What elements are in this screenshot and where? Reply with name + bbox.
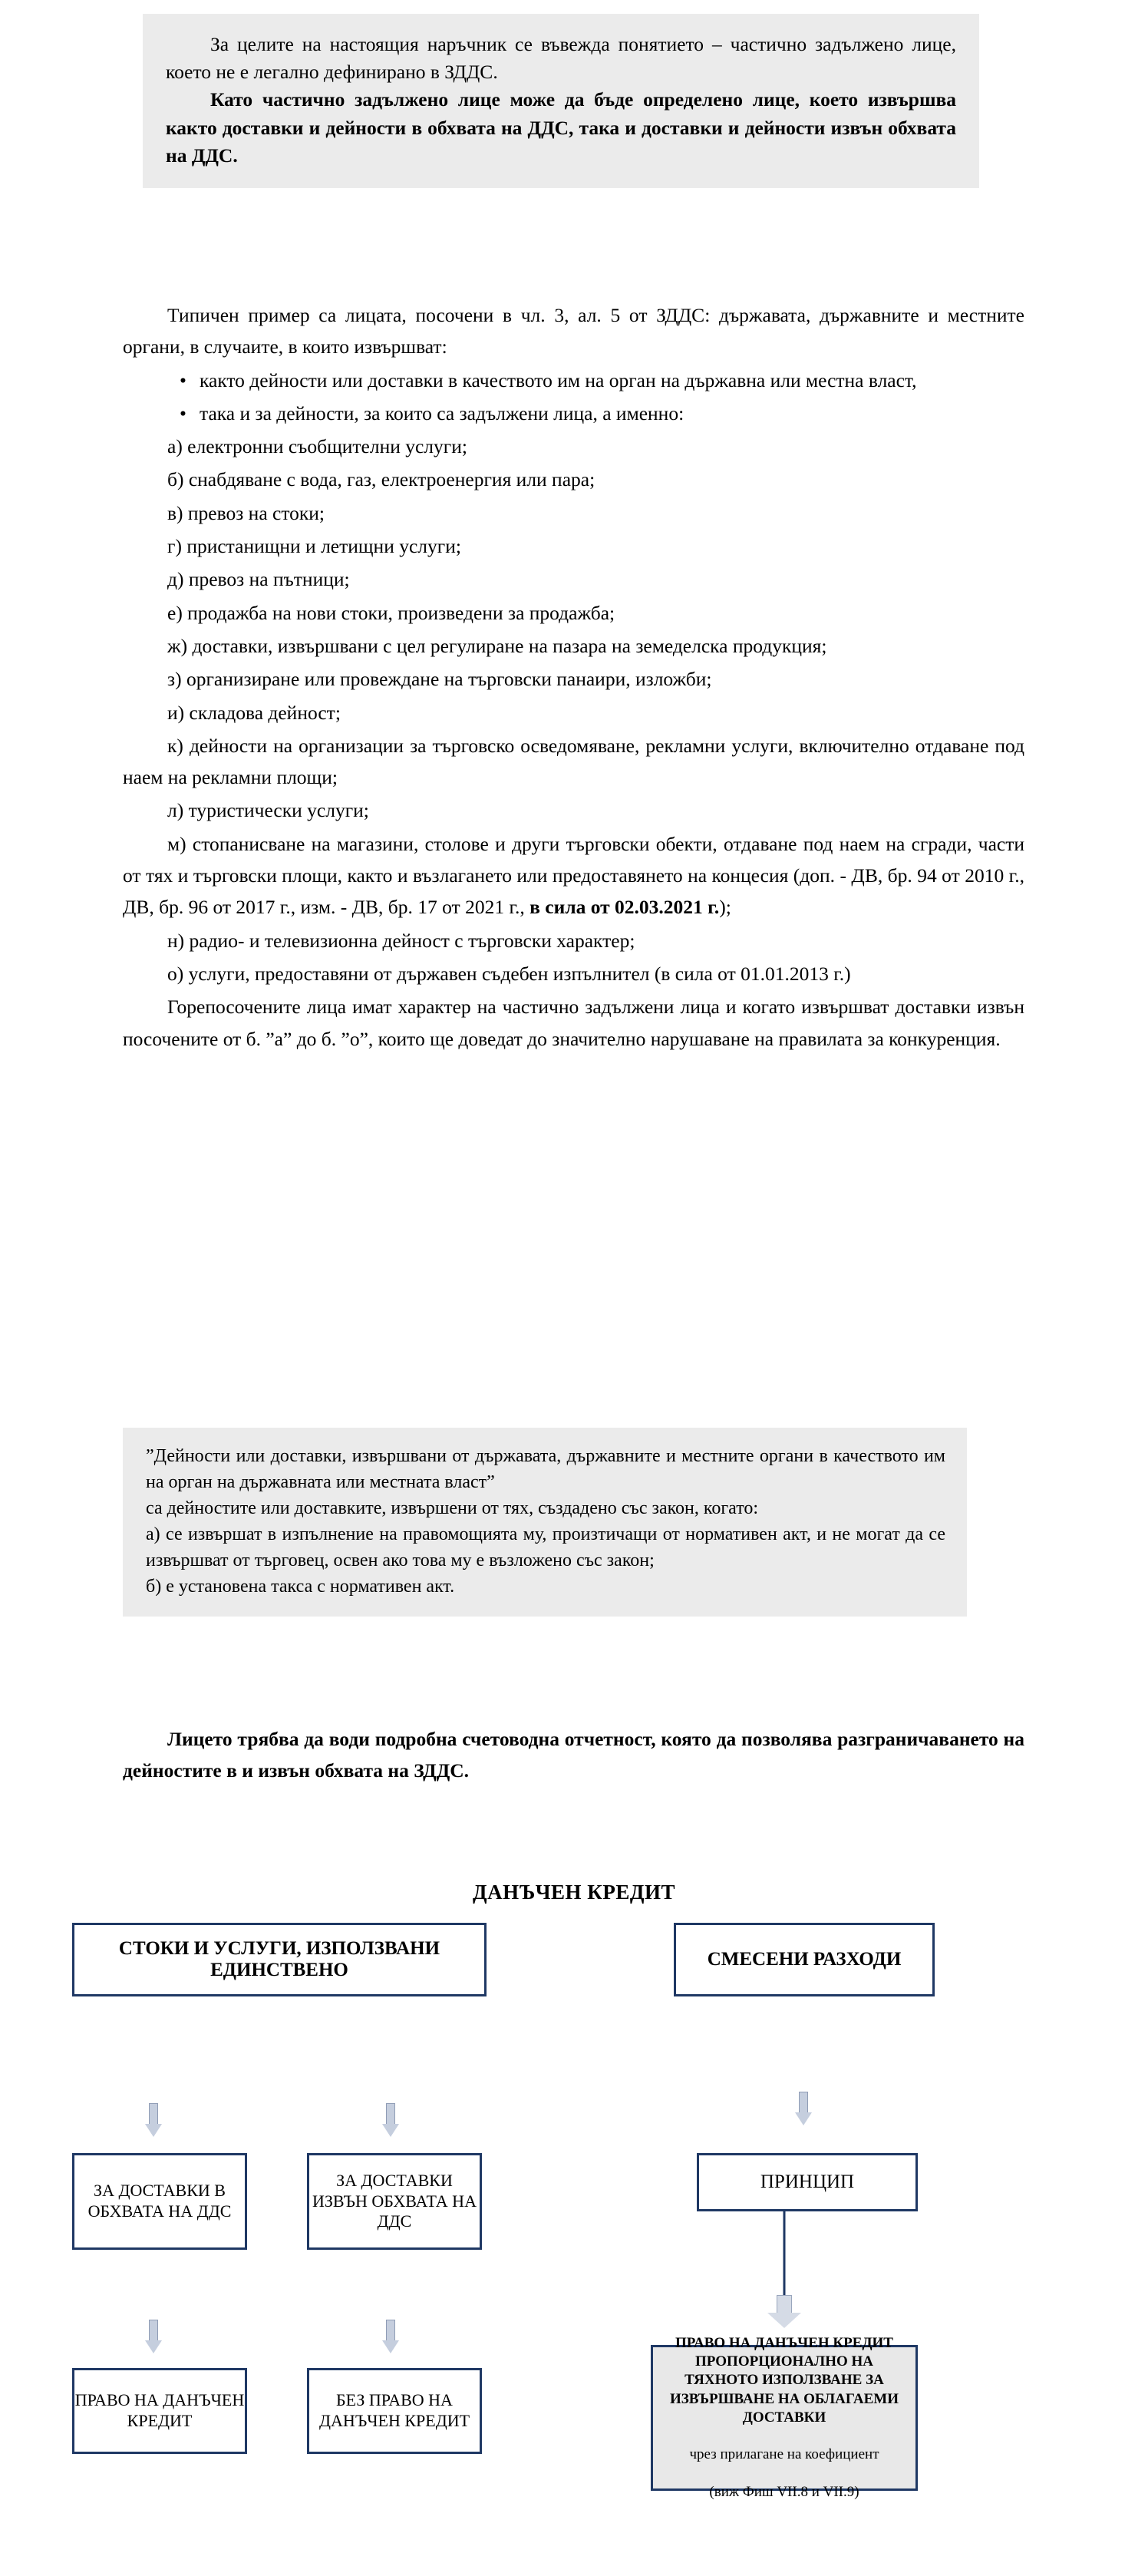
node-in-scope [72,2153,247,2250]
node-proportional-main: ПРАВО НА ДАНЪЧЕН КРЕДИТ ПРОПОРЦИОНАЛНО НА ТЯХНОТО ИЗПОЛЗВАНЕ ЗА ИЗВЪРШВАНЕ НА ОБЛАГАЕМИ ДОСТАВКИ [670,2334,899,2426]
item-e: е) продажба на нови стоки, произведени за продажба; [167,601,615,624]
node-no-right-to-credit [307,2368,482,2454]
node-proportional-sub2: (виж Фиш VII.8 и VII.9) [709,2484,859,2501]
arrow-down-2 [382,2103,399,2138]
node-out-scope-label: ЗА ДОСТАВКИ ИЗВЪН ОБХВАТА НА ДДС [312,2170,477,2231]
note-box-2-paragraph-3: а) се извършат в изпълнение на правомощията му, произтичащи от нормативен акт, и не могат да се извършват от търговец, освен ако това му е възложено със закон; [146,1524,945,1571]
note-box-definition [143,14,979,188]
item-a: а) електронни съобщителни услуги; [167,435,467,458]
arrow-down-principle [767,2295,801,2329]
note-box-2-paragraph-1: ”Дейности или доставки, извършвани от държавата, държавните и местните органи в качеството им на орган на държавната или местната власт” [146,1446,945,1493]
note-box-activities [123,1428,967,1617]
summary-statement [123,1723,1024,1787]
intro-paragraph: Типичен пример са лицата, посочени в чл. 3, ал. 5 от ЗДДС: държавата, държавните и местните органи, в случаите, в които извършват: [123,304,1024,358]
note-box-2-paragraph-4: б) е установена такса с нормативен акт. [146,1577,455,1597]
node-in-scope-label: ЗА ДОСТАВКИ В ОБХВАТА НА ДДС [87,2181,232,2221]
summary-text: Лицето трябва да води подробна счетоводна отчетност, която да позволява разграничаването на дейностите в и извън обхвата на ЗДДС. [123,1728,1024,1782]
note-box-1-paragraph-2: Като частично задължено лице може да бъде определено лице, което извършва както доставки и дейности в обхвата на ДДС, така и доставки и дейности извън обхвата на ДДС. [166,88,956,167]
arrow-down-4 [382,2320,399,2355]
node-principle [697,2153,918,2211]
item-z: з) организиране или провеждане на търговски панаири, изложби; [167,668,712,691]
item-i: и) складова дейност; [167,701,341,724]
node-mixed-costs-label: СМЕСЕНИ РАЗХОДИ [707,1949,902,1970]
item-m-bold: в сила от 02.03.2021 г. [529,896,720,919]
note-box-2-paragraph-2: са дейностите или доставките, извършени от тях, създадено със закон, когато: [146,1498,759,1519]
body-content [123,299,1024,1056]
diagram-title: ДАНЪЧЕН КРЕДИТ [473,1881,675,1904]
arrow-down-3 [145,2320,162,2355]
item-k: к) дейности на организации за търговско осведомяване, рекламни услуги, включително отдаване под наем на рекламни площи; [123,734,1024,789]
item-m-text-2: ); [719,896,731,919]
item-m-text-1: м) стопанисване на магазини, столове и други търговски обекти, отдаване под наем на сгради, части от тях и търговски площи, както и възлагането или предоставянето на концесия (доп. - ДВ, бр. 94 от 2010 г., ДВ, бр. 96 от 2017 г., изм. - ДВ, бр. 17 от 2021 г., [123,832,1024,919]
node-proportional-sub1: чрез прилагане на коефициент [689,2446,879,2463]
node-principle-label: ПРИНЦИП [760,2171,855,2192]
bullet-list [123,365,1024,430]
item-b: б) снабдяване с вода, газ, електроенергия или пара; [167,468,595,491]
node-right-to-credit [72,2368,247,2454]
node-goods-services-label: СТОКИ И УСЛУГИ, ИЗПОЛЗВАНИ ЕДИНСТВЕНО [118,1938,440,1980]
node-out-scope [307,2153,482,2250]
item-zh: ж) доставки, извършвани с цел регулиране на пазара на земеделска продукция; [167,634,827,657]
list-item: • както дейности или доставки в качеството им на орган на държавна или местна власт, [200,365,1024,396]
item-m [123,828,1024,923]
arrow-down-1 [145,2103,162,2138]
arrow-down-mixed [795,2092,812,2127]
node-mixed-costs [674,1923,935,1996]
list-item: • така и за дейности, за които са задължени лица, а именно: [200,398,1024,429]
node-right-to-credit-label: ПРАВО НА ДАНЪЧЕН КРЕДИТ [74,2390,245,2430]
item-v: в) превоз на стоки; [167,501,325,524]
node-proportional-credit [651,2334,918,2501]
node-no-right-to-credit-label: БЕЗ ПРАВО НА ДАНЪЧЕН КРЕДИТ [318,2390,470,2430]
item-g: г) пристанищни и летищни услуги; [167,535,461,558]
node-goods-services [72,1923,487,1996]
note-box-1-paragraph-1: За целите на настоящия наръчник се въвежда понятието – частично задължено лице, което не е легално дефинирано в ЗДДС. [166,33,956,84]
item-n: н) радио- и телевизионна дейност с търговски характер; [167,929,635,952]
item-l: л) туристически услуги; [167,799,369,822]
item-o: о) услуги, предоставяни от държавен съдебен изпълнител (в сила от 01.01.2013 г.) [167,962,851,985]
item-d: д) превоз на пътници; [167,568,350,591]
closing-paragraph: Горепосочените лица имат характер на частично задължени лица и когато извършват доставки извън посочените от б. ”а” до б. ”о”, които ще доведат до значително нарушаване на правилата за конкуренция. [123,996,1024,1050]
